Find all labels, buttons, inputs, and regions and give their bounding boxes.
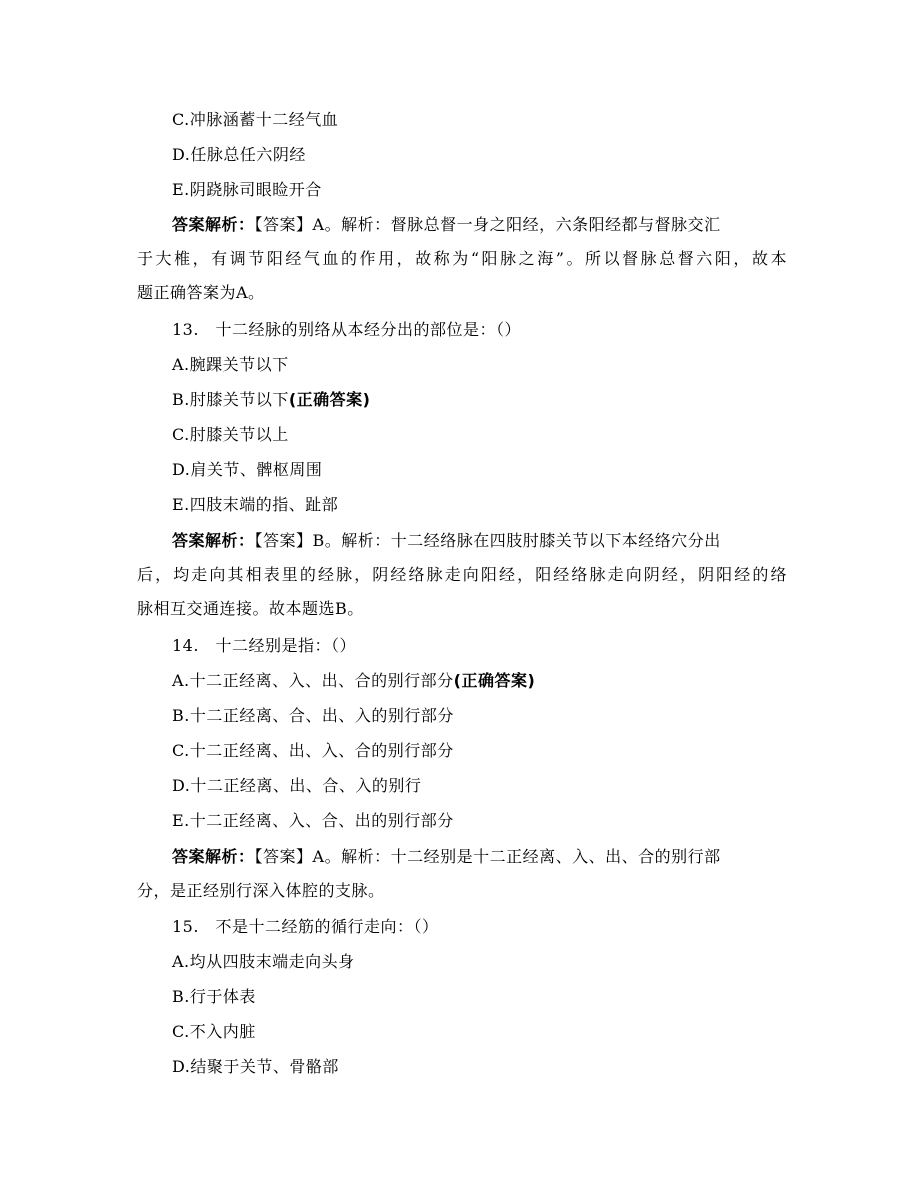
answer-analysis: 答案解析：【答案】B。解析：十二经络脉在四肢肘膝关节以下本经络穴分出 <box>172 531 721 550</box>
option-line: A.均从四肢末端走向头身 <box>172 952 355 971</box>
option-line: E.十二正经离、入、合、出的别行部分 <box>172 811 454 830</box>
analysis-label: 答案解析： <box>172 531 255 550</box>
question-stem: 14. 十二经别是指：（） <box>172 636 356 655</box>
option-line: E.四肢末端的指、趾部 <box>172 495 339 514</box>
correct-answer-mark: (正确答案) <box>453 671 536 690</box>
option-line: C.肘膝关节以上 <box>172 425 289 444</box>
answer-analysis-line: 于大椎，有调节阳经气血的作用，故称为“阳脉之海”。所以督脉总督六阳，故本 <box>137 249 787 268</box>
option-line: D.肩关节、髀枢周围 <box>172 460 323 479</box>
answer-analysis-line: 脉相互交通连接。故本题选B。 <box>137 599 364 618</box>
correct-answer-mark: (正确答案) <box>288 390 371 409</box>
option-line: A.十二正经离、入、出、合的别行部分(正确答案) <box>172 671 536 690</box>
option-line: E.阴跷脉司眼睑开合 <box>172 180 322 199</box>
answer-analysis-line: 题正确答案为A。 <box>137 283 265 302</box>
answer-analysis-line: 分，是正经别行深入体腔的支脉。 <box>137 881 385 900</box>
answer-analysis: 答案解析：【答案】A。解析：十二经别是十二正经离、入、出、合的别行部 <box>172 847 721 866</box>
answer-analysis: 答案解析：【答案】A。解析：督脉总督一身之阳经，六条阳经都与督脉交汇 <box>172 215 721 234</box>
option-line: B.十二正经离、合、出、入的别行部分 <box>172 706 454 725</box>
option-line: D.任脉总任六阴经 <box>172 145 306 164</box>
option-line: D.十二正经离、出、合、入的别行 <box>172 776 422 795</box>
option-line: C.冲脉涵蓄十二经气血 <box>172 110 339 129</box>
question-stem: 15. 不是十二经筋的循行走向：（） <box>172 917 439 936</box>
option-line: C.十二正经离、出、入、合的别行部分 <box>172 741 454 760</box>
analysis-label: 答案解析： <box>172 215 255 234</box>
option-line: C.不入内脏 <box>172 1022 256 1041</box>
option-line: A.腕踝关节以下 <box>172 355 289 374</box>
option-line: D.结聚于关节、骨骼部 <box>172 1057 339 1076</box>
option-line: B.肘膝关节以下(正确答案) <box>172 390 371 409</box>
analysis-label: 答案解析： <box>172 847 255 866</box>
option-line: B.行于体表 <box>172 987 256 1006</box>
question-stem: 13. 十二经脉的别络从本经分出的部位是：（） <box>172 320 521 339</box>
answer-analysis-line: 后，均走向其相表里的经脉，阴经络脉走向阳经，阳经络脉走向阴经，阴阳经的络 <box>137 565 787 584</box>
